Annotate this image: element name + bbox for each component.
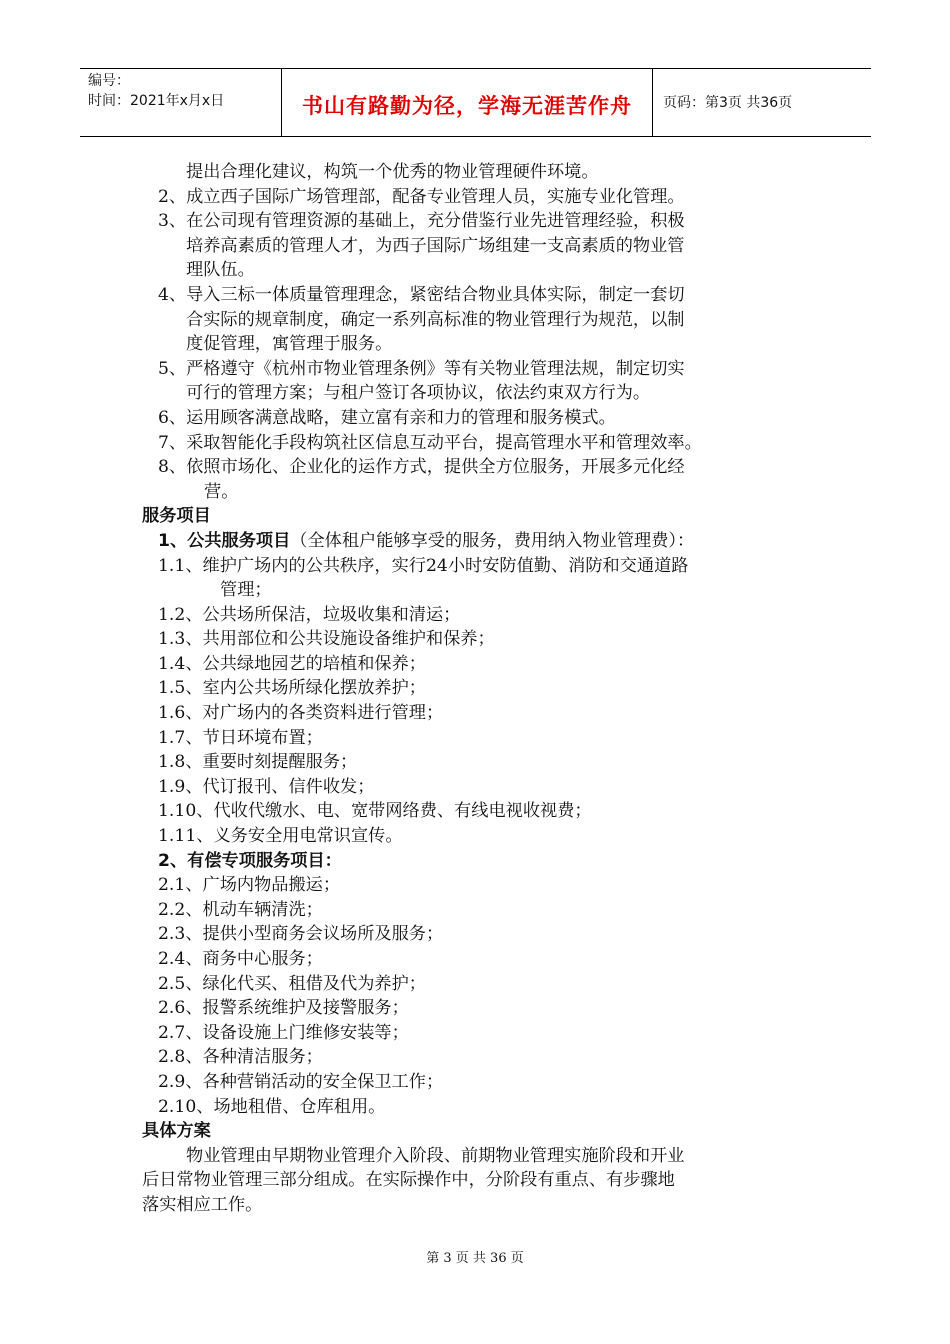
list-item: 8、依照市场化、企业化的运作方式，提供全方位服务，开展多元化经	[158, 457, 685, 478]
list-item: 2.9、各种营销活动的安全保卫工作；	[158, 1071, 444, 1092]
list-item: 1.4、公共绿地园艺的培植和保养；	[158, 653, 426, 674]
subsection-note: （全体租户能够享受的服务，费用纳入物业管理费）：	[290, 530, 695, 551]
number-label: 编号：	[88, 73, 130, 89]
section-heading: 具体方案	[142, 1121, 211, 1142]
date-label: 时间：2021年x月x日	[88, 93, 225, 109]
list-item: 2.5、绿化代买、租借及代为养护；	[158, 973, 426, 994]
list-item: 3、在公司现有管理资源的基础上，充分借鉴行业先进管理经验，积极	[158, 211, 685, 232]
list-item: 1.10、代收代缴水、电、宽带网络费、有线电视收视费；	[158, 801, 592, 822]
page-header	[80, 68, 871, 137]
text-line: 可行的管理方案；与租户签订各项协议，依法约束双方行为。	[186, 383, 651, 404]
list-item: 1.7、节日环境布置；	[158, 727, 323, 748]
paragraph-line: 后日常物业管理三部分组成。在实际操作中，分阶段有重点、有步骤地	[142, 1170, 675, 1191]
text-line: 培养高素质的管理人才，为西子国际广场组建一支高素质的物业管	[186, 235, 685, 256]
motto-text: 书山有路勤为径，学海无涯苦作舟	[302, 94, 632, 118]
list-item: 7、采取智能化手段构筑社区信息互动平台，提高管理水平和管理效率。	[158, 432, 702, 453]
page-footer: 第 3 页 共 36 页	[426, 1251, 524, 1266]
section-heading: 服务项目	[142, 506, 211, 527]
subsection-heading: 2、有偿专项服务项目：	[158, 850, 342, 871]
list-item: 2.1、广场内物品搬运；	[158, 875, 341, 896]
text-line: 合实际的规章制度，确定一系列高标准的物业管理行为规范，以制	[186, 309, 685, 330]
page-info: 页码：第3页 共36页	[663, 95, 793, 111]
text-line: 理队伍。	[186, 260, 255, 281]
list-item: 1.3、共用部位和公共设施设备维护和保养；	[158, 629, 495, 650]
document-body	[142, 160, 822, 1218]
list-item: 4、导入三标一体质量管理理念，紧密结合物业具体实际，制定一套切	[158, 284, 685, 305]
header-motto-cell	[282, 69, 653, 136]
paragraph-line: 落实相应工作。	[142, 1194, 263, 1215]
list-item: 2.7、设备设施上门维修安装等；	[158, 1022, 409, 1043]
subsection-title: 1、公共服务项目	[158, 530, 291, 551]
list-item: 2、成立西子国际广场管理部，配备专业管理人员，实施专业化管理。	[158, 186, 685, 207]
text-line: 管理；	[220, 580, 272, 601]
header-right-cell	[653, 69, 871, 136]
list-item: 2.10、场地租借、仓库租用。	[158, 1096, 386, 1117]
text-line: 提出合理化建议，构筑一个优秀的物业管理硬件环境。	[186, 162, 599, 182]
list-item: 2.2、机动车辆清洗；	[158, 899, 323, 920]
list-item: 2.3、提供小型商务会议场所及服务；	[158, 924, 444, 945]
list-item: 2.6、报警系统维护及接警服务；	[158, 998, 409, 1019]
list-item: 1.6、对广场内的各类资料进行管理；	[158, 703, 444, 724]
list-item: 2.8、各种清洁服务；	[158, 1047, 323, 1068]
subsection-heading	[142, 529, 822, 554]
list-item: 1.8、重要时刻提醒服务；	[158, 752, 358, 773]
list-item: 1.11、义务安全用电常识宣传。	[158, 826, 403, 847]
header-left-cell	[80, 69, 282, 136]
list-item: 2.4、商务中心服务；	[158, 949, 323, 969]
text-line: 营。	[204, 481, 239, 502]
list-item: 1.5、室内公共场所绿化摆放养护；	[158, 678, 426, 699]
list-item: 6、运用顾客满意战略，建立富有亲和力的管理和服务模式。	[158, 407, 616, 428]
paragraph-line: 物业管理由早期物业管理介入阶段、前期物业管理实施阶段和开业	[186, 1145, 685, 1166]
text-line: 度促管理，寓管理于服务。	[186, 334, 393, 355]
list-item: 1.2、公共场所保洁，垃圾收集和清运；	[158, 604, 461, 625]
list-item: 1.1、维护广场内的公共秩序，实行24小时安防值勤、消防和交通道路	[158, 555, 689, 576]
list-item: 5、严格遵守《杭州市物业管理条例》等有关物业管理法规，制定切实	[158, 358, 685, 379]
list-item: 1.9、代订报刊、信件收发；	[158, 776, 375, 797]
